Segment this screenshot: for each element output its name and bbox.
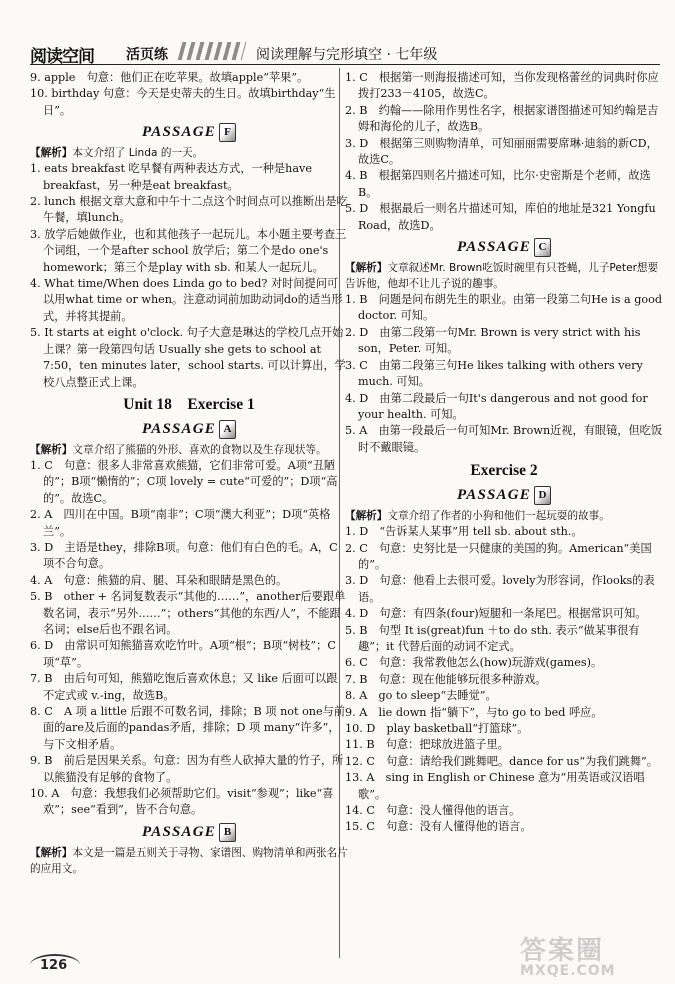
page-header	[30, 42, 660, 67]
passage-letter-badge: F	[219, 123, 236, 142]
analysis-text: 文章介绍了作者的小狗和他们一起玩耍的故事。	[387, 510, 610, 523]
practice-label: 活页练	[126, 47, 168, 63]
answer-item: 4. B 根据第四则名片描述可知，比尔·史密斯是个老师，故选B。	[345, 169, 651, 199]
passage-title: PASSAGE	[142, 823, 216, 840]
analysis-tag: 【解析】	[30, 443, 73, 456]
analysis-text: 本文介绍了 Linda 的一天。	[72, 147, 204, 160]
watermark-url: MXQE.COM	[520, 963, 616, 979]
answer-item: 7. B 由后句可知，熊猫吃饱后喜欢休息；又 like 后面可以跟不定式或 v.-ing，故选B。	[30, 672, 338, 702]
unit-title: Unit 18 Exercise 1	[123, 395, 255, 413]
passage-letter-badge: B	[219, 823, 236, 842]
passage-heading-d	[345, 484, 663, 506]
analysis-text: 文章介绍了熊猫的外形、喜欢的食物以及生存现状等。	[72, 443, 327, 456]
analysis-paragraph	[345, 260, 663, 292]
header-divider	[30, 64, 660, 65]
answer-item: 5. B other + 名词复数表示“其他的……”，another后要跟单数名词，表示“另外……”；others“其他的东西/人”，不能跟名词；else后也不跟名词。	[30, 590, 346, 636]
answer-item: 5. A 由第一段最后一句可知Mr. Brown近视，有眼镜，但吃饭时不戴眼镜。	[345, 424, 663, 454]
page-number: 126	[40, 958, 68, 973]
answer-item: 4. A 句意：熊猫的肩、腿、耳朵和眼睛是黑色的。	[30, 573, 288, 587]
answer-item: 4. D 句意：有四条(four)短腿和一条尾巴。根据常识可知。	[345, 607, 647, 621]
answer-item: 5. It starts at eight o'clock. 句子大意是琳达的学校几点开始上课？第一段第四句话 Usually she gets to school at 7:50，ten minutes later，school starts. 可以计算出，学校八点整正式上课。	[30, 326, 346, 389]
right-column	[345, 70, 663, 836]
watermark-text: 答案圈	[520, 936, 605, 966]
analysis-tag: 【解析】	[30, 147, 73, 160]
answer-item: 11. B 句意：把球放进篮子里。	[345, 738, 509, 752]
answer-item: 4. D 由第二段最后一句It's dangerous and not good for your health. 可知。	[345, 391, 648, 421]
passage-letter-badge: D	[534, 486, 551, 505]
answer-item: 13. A sing in English or Chinese 意为“用英语或汉语唱歌”。	[345, 771, 645, 801]
answer-item: 2. D 由第二段第一句Mr. Brown is very strict with his son，Peter. 可知。	[345, 325, 641, 356]
answer-item: 1. C 句意：很多人非常喜欢熊猫，它们非常可爱。A项“丑陋的”；B项“懒惰的”；C项 lovely = cute“可爱的”；D项“高的”。故选C。	[30, 458, 338, 505]
answer-item: 10. D play basketball“打篮球”。	[345, 722, 529, 735]
passage-letter-badge: C	[534, 238, 551, 257]
left-column	[30, 70, 348, 877]
passage-heading-b	[30, 821, 348, 843]
passage-title: PASSAGE	[457, 239, 531, 256]
answer-item: 2. lunch 根据文章大意和中午十二点这个时间点可以推断出是吃午餐，填lunch。	[30, 195, 348, 225]
answer-item: 2. C 句意：史努比是一只健康的美国的狗。American“美国的”。	[345, 541, 652, 571]
analysis-tag: 【解析】	[345, 510, 388, 523]
answer-item: 9. apple 句意：他们正在吃苹果。故填apple“苹果”。	[30, 71, 309, 84]
analysis-text: 本文是一篇是五则关于寻物、家谱图、购物清单和两张名片的应用文。	[30, 846, 348, 875]
analysis-paragraph	[345, 508, 663, 524]
answer-item: 2. B 约翰——除用作男性名字，根据家谱图描述可知约翰是吉姆和海伦的儿子，故选B。	[345, 103, 659, 134]
answer-item: 3. D 句意：他看上去很可爱。lovely为形容词，作looks的表语。	[345, 574, 655, 604]
answer-item: 10. A 句意：我想我们必须帮助它们。visit“参观”；like“喜欢”；see“看到”，皆不合句意。	[30, 787, 334, 817]
analysis-paragraph	[30, 145, 348, 161]
answer-item: 3. D 根据第三则购物清单，可知丽丽需要席琳·迪翁的新CD，故选C。	[345, 136, 658, 167]
answer-item: 14. C 句意：没人懂得他的语言。	[345, 804, 521, 818]
answer-item: 1. C 根据第一则海报描述可知，当你发现格蕾丝的词典时你应拨打233－4105，故选C。	[345, 71, 659, 101]
answer-item: 1. B 问题是问布朗先生的职业。由第一段第二句He is a good doctor. 可知。	[345, 293, 663, 323]
answer-item: 7. B 句意：现在他能够玩很多种游戏。	[345, 672, 547, 686]
answer-item: 3. C 由第二段第三句He likes talking with others very much. 可知。	[345, 358, 643, 389]
analysis-text: 文章叙述Mr. Brown吃饭时碗里有只苍蝇，儿子Peter想要告诉他，他却不让儿子说的趣事。	[345, 262, 659, 291]
answer-item: 10. birthday 句意：今天是史蒂夫的生日。故填birthday“生日”。	[30, 87, 336, 117]
book-logo: 阅读空间	[30, 47, 94, 67]
passage-letter-badge: A	[219, 420, 236, 439]
answer-item: 12. C 句意：请给我们跳舞吧。dance for us“为我们跳舞”。	[345, 754, 658, 768]
analysis-tag: 【解析】	[345, 262, 388, 275]
answer-item: 8. C A 项 a little 后跟不可数名词，排除；B 项 not one与前面的are及后面的pandas矛盾，排除；D 项 many“许多”，与下文相矛盾。	[30, 705, 345, 751]
answer-item: 8. A go to sleep“去睡觉”。	[345, 689, 497, 703]
passage-title: PASSAGE	[142, 124, 216, 141]
exercise-title: Exercise 2	[470, 462, 538, 480]
watermark	[520, 930, 660, 979]
passage-title: PASSAGE	[457, 487, 531, 504]
analysis-paragraph	[30, 442, 348, 458]
answer-item: 3. D 主语是they，排除B项。句意：他们有白色的毛。A，C项不合句意。	[30, 540, 338, 571]
answer-item: 15. C 句意：没有人懂得他的语言。	[345, 820, 532, 834]
answer-item: 6. C 句意：我常教他怎么(how)玩游戏(games)。	[345, 656, 603, 670]
passage-heading-f	[30, 121, 348, 143]
answer-item: 5. B 句型 It is(great)fun ＋to do sth. 表示“做某事很有趣”；it 代替后面的动词不定式。	[345, 623, 640, 653]
analysis-tag: 【解析】	[30, 846, 73, 859]
answer-item: 2. A 四川在中国。B项“南非”；C项“澳大利亚”；D项“英格兰”。	[30, 508, 331, 538]
passage-heading-a	[30, 418, 348, 440]
decorative-stripes	[178, 42, 247, 60]
answer-item: 9. B 前后是因果关系。句意：因为有些人砍掉大量的竹子，所以熊猫没有足够的食物了。	[30, 754, 344, 784]
answer-item: 4. What time/When does Linda go to bed? 对时间提问可以用what time or when。注意动词前加助动词do的适当形式，并将其提前。	[30, 277, 343, 323]
answer-item: 5. D 根据最后一则名片描述可知，库伯的地址是321 Yongfu Road，故选D。	[345, 202, 656, 232]
answer-item: 1. eats breakfast 吃早餐有两种表达方式，一种是have breakfast，另一种是eat breakfast。	[30, 162, 312, 192]
answer-item: 9. A lie down 指“躺下”，与to go to bed 呼应。	[345, 705, 603, 719]
answer-item: 6. D 由常识可知熊猫喜欢吃竹叶。A项“根”；B项“树枝”；C项“草”。	[30, 639, 336, 669]
book-subtitle: 阅读理解与完形填空 · 七年级	[256, 47, 438, 63]
passage-title: PASSAGE	[142, 420, 216, 437]
answer-item: 1. D “告诉某人某事”用 tell sb. about sth.。	[345, 525, 583, 539]
passage-heading-c	[345, 236, 663, 258]
analysis-paragraph	[30, 845, 348, 877]
answer-item: 3. 放学后她做作业，也和其他孩子一起玩儿。本小题主要考查三个词组，一个是after school 放学后；第二个是do one's homework；第三个是play with sb. 和某人一起玩儿。	[30, 227, 347, 274]
